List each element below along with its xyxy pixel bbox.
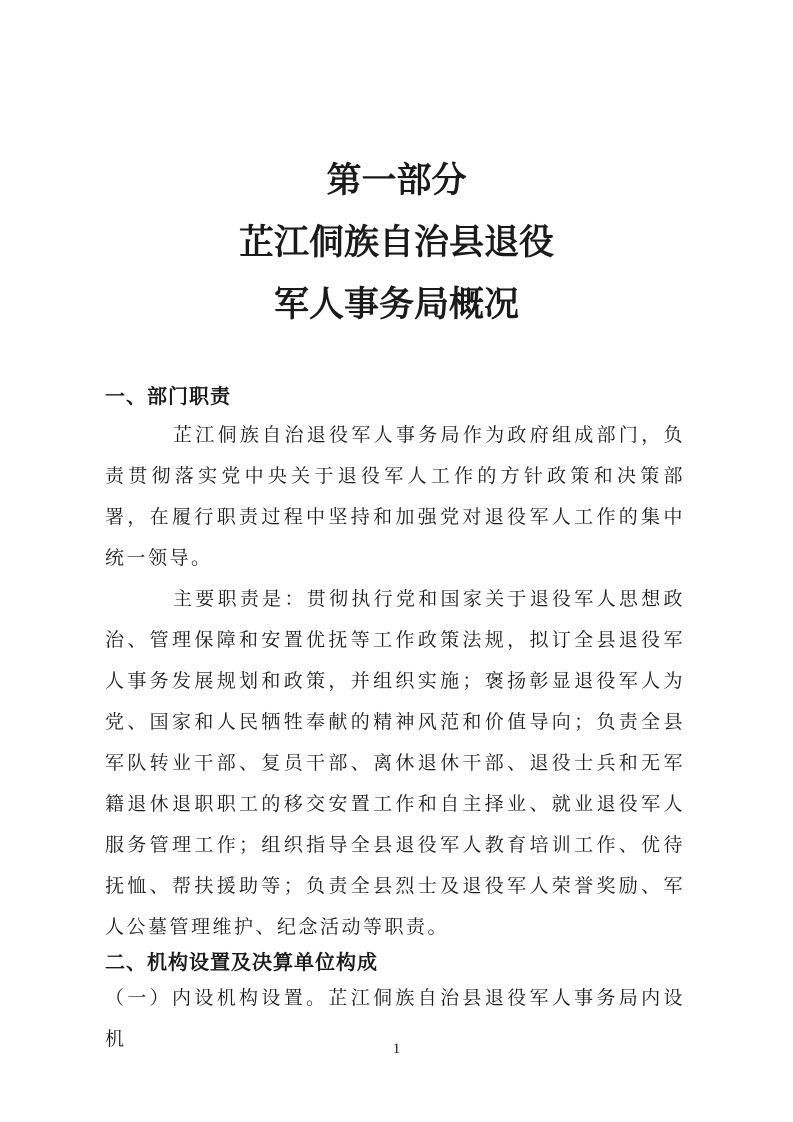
section-1-paragraph-2: 主要职责是：贯彻执行党和国家关于退役军人思想政治、管理保障和安置优抚等工作政策法规，拟订全县退役军人事务发展规划和政策，并组织实施；褒扬彰显退役军人为党、国家和人民牺牲奉献的精神风范和价值导向；负责全县军队转业干部、复员干部、离休退休干部、退役士兵和无军籍退休退职职工的移交安置工作和自主择业、就业退役军人服务管理工作；组织指导全县退役军人教育培训工作、优待抚恤、帮扶援助等；负责全县烈士及退役军人荣誉奖励、军人公墓管理维护、纪念活动等职责。: [105, 589, 685, 938]
document-title: [0, 0, 793, 336]
section-1-heading: 一、部门职责: [105, 386, 231, 408]
document-body: [105, 382, 685, 1060]
section-2-heading: 二、机构设置及决算单位构成: [105, 952, 378, 974]
section-2-paragraph-1: （一）内设机构设置。芷江侗族自治县退役军人事务局内设机: [105, 988, 685, 1050]
title-line-part: 第一部分: [326, 161, 467, 200]
title-line-county: 芷江侗族自治县退役: [238, 223, 554, 262]
title-line-bureau: 军人事务局概况: [273, 285, 519, 324]
section-1-paragraph-1: 芷江侗族自治退役军人事务局作为政府组成部门，负责贯彻落实党中央关于退役军人工作的方针政策和决策部署，在履行职责过程中坚持和加强党对退役军人工作的集中统一领导。: [105, 425, 685, 569]
page-number: 1: [392, 1041, 401, 1057]
